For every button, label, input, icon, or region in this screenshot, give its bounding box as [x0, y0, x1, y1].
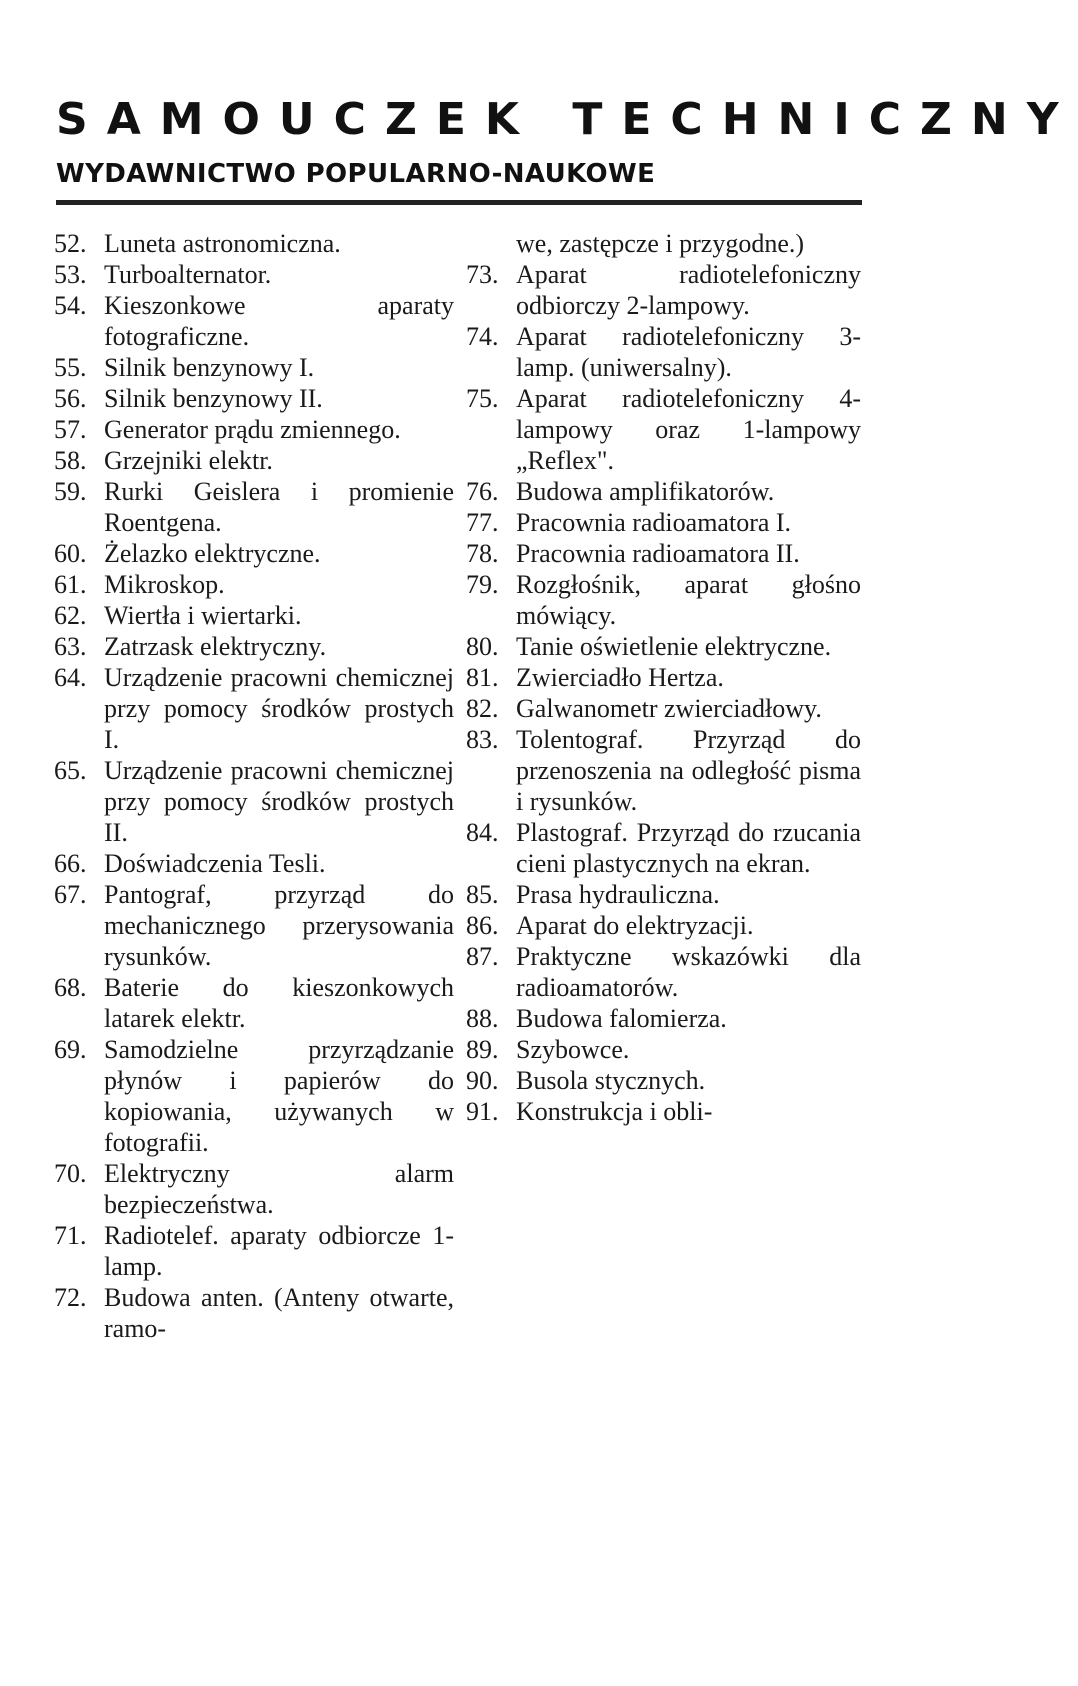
list-item — [54, 228, 454, 259]
header-rule — [56, 200, 862, 205]
item-title: Doświadczenia Tesli. — [104, 849, 326, 878]
item-number: 74. — [466, 322, 499, 351]
list-item — [466, 941, 861, 1003]
item-title: Budowa amplifikatorów. — [516, 477, 775, 506]
list-item — [54, 1220, 454, 1282]
item-title: Prasa hydrauliczna. — [516, 880, 720, 909]
item-title: Samodzielne przyrządzanie płynów i papierów do kopiowania, używanych w fotografii. — [104, 1035, 454, 1157]
item-title: Pracownia radioamatora II. — [516, 539, 800, 568]
item-number: 86. — [466, 911, 499, 940]
list-item — [466, 1065, 861, 1096]
list-item — [54, 569, 454, 600]
item-title: Aparat radiotelefoniczny 3-lamp. (uniwersalny). — [516, 322, 861, 382]
item-number: 59. — [54, 477, 87, 506]
item-number: 67. — [54, 880, 87, 909]
item-title: Luneta astronomiczna. — [104, 229, 341, 258]
right-column — [466, 228, 861, 1127]
item-title: Silnik benzynowy II. — [104, 384, 323, 413]
left-column — [54, 228, 454, 1344]
item-number: 65. — [54, 756, 87, 785]
item-number: 55. — [54, 353, 87, 382]
list-item — [466, 383, 861, 476]
list-item — [466, 228, 861, 259]
item-number: 52. — [54, 229, 87, 258]
item-number: 83. — [466, 725, 499, 754]
item-title: Zwierciadło Hertza. — [516, 663, 724, 692]
list-item — [54, 414, 454, 445]
item-title: Silnik benzynowy I. — [104, 353, 315, 382]
item-title: Galwanometr zwierciadłowy. — [516, 694, 822, 723]
list-item — [54, 1158, 454, 1220]
item-number: 60. — [54, 539, 87, 568]
item-number: 72. — [54, 1283, 87, 1312]
list-item — [54, 352, 454, 383]
series-title: SAMOUCZEK TECHNICZNY — [56, 94, 1078, 145]
item-title: Tolentograf. Przyrząd do przenoszenia na odległość pisma i rysunków. — [516, 725, 861, 816]
item-title: Konstrukcja i obli- — [516, 1097, 713, 1126]
list-item — [466, 1003, 861, 1034]
item-number: 77. — [466, 508, 499, 537]
item-number: 73. — [466, 260, 499, 289]
item-title: Aparat radiotelefoniczny odbiorczy 2-lampowy. — [516, 260, 861, 320]
item-title: Mikroskop. — [104, 570, 225, 599]
list-item — [466, 910, 861, 941]
list-item — [466, 879, 861, 910]
item-number: 69. — [54, 1035, 87, 1064]
item-number: 63. — [54, 632, 87, 661]
item-title: Aparat radiotelefoniczny 4-lampowy oraz 1-lampowy „Reflex". — [516, 384, 861, 475]
item-title: Busola stycznych. — [516, 1066, 706, 1095]
list-item — [466, 724, 861, 817]
item-title: Grzejniki elektr. — [104, 446, 273, 475]
item-title: Generator prądu zmiennego. — [104, 415, 401, 444]
list-item — [54, 383, 454, 414]
item-number: 78. — [466, 539, 499, 568]
list-item — [54, 445, 454, 476]
item-title: Zatrzask elektryczny. — [104, 632, 327, 661]
item-number: 64. — [54, 663, 87, 692]
item-number: 81. — [466, 663, 499, 692]
item-title: Pantograf, przyrząd do mechanicznego przerysowania rysunków. — [104, 880, 454, 971]
publisher-subtitle: WYDAWNICTWO POPULARNO-NAUKOWE — [56, 159, 656, 189]
item-title: Aparat do elektryzacji. — [516, 911, 754, 940]
item-title: Plastograf. Przyrząd do rzucania cieni plastycznych na ekran. — [516, 818, 861, 878]
item-number: 54. — [54, 291, 87, 320]
item-number: 85. — [466, 880, 499, 909]
item-number: 61. — [54, 570, 87, 599]
item-title: Turboalternator. — [104, 260, 272, 289]
list-item — [466, 631, 861, 662]
item-title: Tanie oświetlenie elektryczne. — [516, 632, 832, 661]
list-item — [54, 290, 454, 352]
item-number: 53. — [54, 260, 87, 289]
item-title: Budowa falomierza. — [516, 1004, 727, 1033]
item-title: Radiotelef. aparaty odbiorcze 1-lamp. — [104, 1221, 454, 1281]
list-item — [54, 1034, 454, 1158]
list-item — [466, 321, 861, 383]
list-item — [54, 755, 454, 848]
item-number: 57. — [54, 415, 87, 444]
item-number: 70. — [54, 1159, 87, 1188]
list-item — [54, 662, 454, 755]
list-item — [54, 538, 454, 569]
item-number: 62. — [54, 601, 87, 630]
list-item — [54, 631, 454, 662]
item-number: 82. — [466, 694, 499, 723]
item-number: 79. — [466, 570, 499, 599]
item-title: Budowa anten. (Anteny otwarte, ramo- — [104, 1283, 454, 1343]
item-number: 80. — [466, 632, 499, 661]
item-title: we, zastępcze i przygodne.) — [516, 229, 805, 258]
item-number: 75. — [466, 384, 499, 413]
item-title: Urządzenie pracowni chemicznej przy pomocy środków prostych I. — [104, 663, 454, 754]
list-item — [466, 817, 861, 879]
item-title: Szybowce. — [516, 1035, 630, 1064]
item-number: 87. — [466, 942, 499, 971]
list-item — [466, 259, 861, 321]
list-item — [466, 662, 861, 693]
item-number: 84. — [466, 818, 499, 847]
item-number: 71. — [54, 1221, 87, 1250]
item-title: Praktyczne wskazówki dla radioamatorów. — [516, 942, 861, 1002]
list-item — [54, 972, 454, 1034]
item-number: 88. — [466, 1004, 499, 1033]
list-item — [466, 476, 861, 507]
item-number: 68. — [54, 973, 87, 1002]
item-number: 76. — [466, 477, 499, 506]
list-item — [466, 693, 861, 724]
item-title: Elektryczny alarm bezpieczeństwa. — [104, 1159, 454, 1219]
item-title: Rozgłośnik, aparat głośno mówiący. — [516, 570, 861, 630]
list-item — [466, 1034, 861, 1065]
list-item — [54, 879, 454, 972]
list-item — [54, 1282, 454, 1344]
list-item — [466, 538, 861, 569]
item-number: 91. — [466, 1097, 499, 1126]
item-title: Urządzenie pracowni chemicznej przy pomocy środków prostych II. — [104, 756, 454, 847]
item-title: Wiertła i wiertarki. — [104, 601, 302, 630]
item-number: 66. — [54, 849, 87, 878]
item-number: 56. — [54, 384, 87, 413]
item-number: 58. — [54, 446, 87, 475]
list-item — [54, 848, 454, 879]
item-number: 89. — [466, 1035, 499, 1064]
item-title: Żelazko elektryczne. — [104, 539, 321, 568]
list-item — [466, 507, 861, 538]
item-title: Kieszonkowe aparaty fotograficzne. — [104, 291, 454, 351]
list-item — [466, 569, 861, 631]
list-item — [466, 1096, 861, 1127]
item-number: 90. — [466, 1066, 499, 1095]
list-item — [54, 259, 454, 290]
list-item — [54, 600, 454, 631]
item-title: Rurki Geislera i promienie Roentgena. — [104, 477, 454, 537]
list-item — [54, 476, 454, 538]
item-title: Baterie do kieszonkowych latarek elektr. — [104, 973, 454, 1033]
item-title: Pracownia radioamatora I. — [516, 508, 792, 537]
